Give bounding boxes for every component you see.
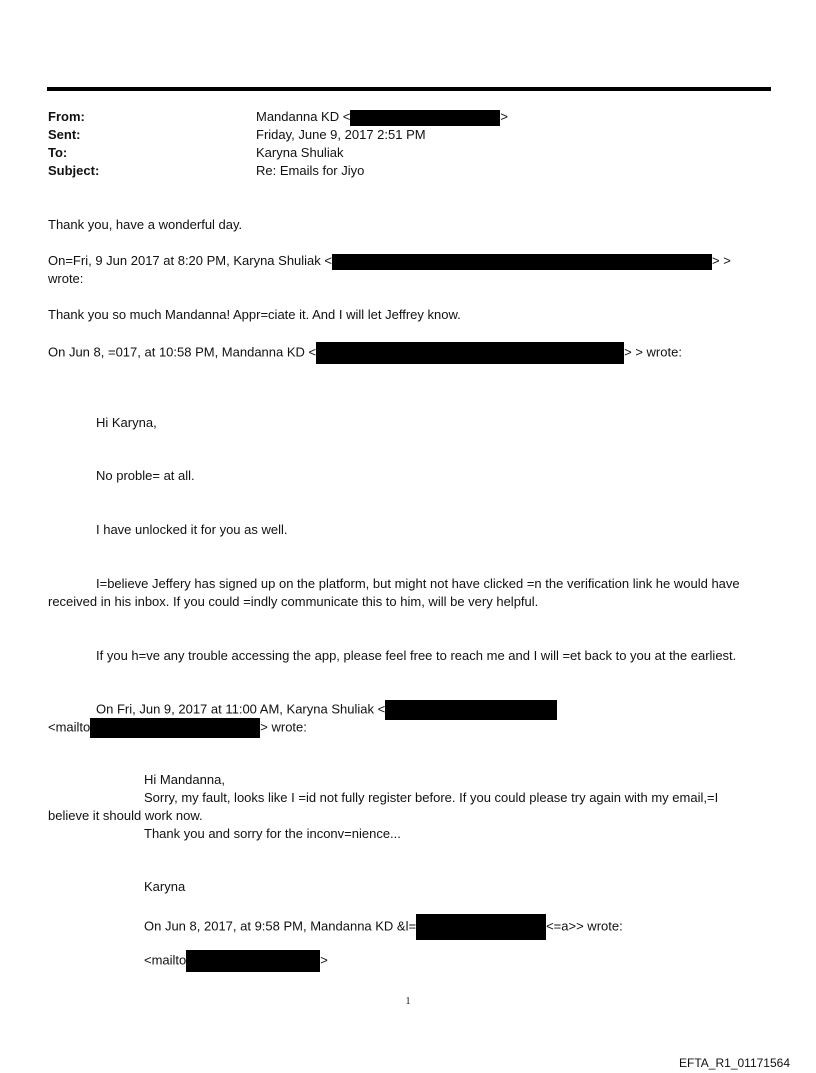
to-label: To: [48,145,68,160]
quote-header-text: On Fri, Jun 9, 2017 at 11:00 AM, Karyna Shuliak < [96,701,386,717]
quote-header [48,252,731,270]
quote-header-text: On Jun 8, =017, at 10:58 PM, Mandanna KD < [48,344,317,360]
redaction-box [350,110,500,126]
quote-header-text: On=Fri, 9 Jun 2017 at 8:20 PM, Karyna Shuliak < [48,253,332,268]
redaction-box [186,950,320,972]
signature: Karyna [144,879,186,894]
quote-header-text: > > wrote: [624,344,682,360]
redaction-box [332,254,712,270]
quote-header: wrote: [48,271,84,286]
page-number: 1 [405,996,411,1007]
body-line: Sorry, my fault, looks like I =id not fully register before. If you could please try again with my email,=I [144,790,719,805]
subject-label: Subject: [48,163,100,178]
quote-header-text: > [320,952,328,968]
redaction-box [416,914,546,940]
body-line: Thank you and sorry for the inconv=nience... [144,826,401,841]
quote-header [144,950,328,972]
quote-header [48,718,307,738]
quote-header-text: <mailto [144,952,187,968]
header-rule [47,87,771,91]
body-line: Thank you, have a wonderful day. [48,217,243,232]
from-value [256,109,508,126]
body-line: believe it should work now. [48,808,203,823]
from-label: From: [48,109,85,124]
quote-header-text: <=a>> wrote: [546,918,623,934]
quote-header [144,914,623,940]
from-name: Mandanna KD < [256,109,351,124]
body-line: received in his inbox. If you could =indly communicate this to him, will be very helpful. [48,594,539,609]
quote-header-text: > wrote: [260,719,307,735]
document-id: EFTA_R1_01171564 [679,1056,790,1070]
body-line: Thank you so much Mandanna! Appr=ciate it. And I will let Jeffrey know. [48,307,461,322]
body-line: Hi Mandanna, [144,772,225,787]
quote-header [48,342,682,364]
quote-header-text: > > [712,253,731,268]
to-value: Karyna Shuliak [256,145,344,160]
quote-header-text: On Jun 8, 2017, at 9:58 PM, Mandanna KD &l= [144,918,417,934]
body-line: I=believe Jeffery has signed up on the platform, but might not have clicked =n the verification link he would have [96,576,740,591]
quote-header-text: <mailto [48,719,91,735]
sent-label: Sent: [48,127,81,142]
sent-value: Friday, June 9, 2017 2:51 PM [256,127,426,142]
body-line: Hi Karyna, [96,415,157,430]
from-suffix: > [500,109,508,124]
body-line: If you h=ve any trouble accessing the app, please feel free to reach me and I will =et back to you at the earliest. [96,648,737,663]
quote-header [96,700,557,720]
body-line: No proble= at all. [96,468,195,483]
redaction-box [90,718,260,738]
body-line: I have unlocked it for you as well. [96,522,288,537]
redaction-box [385,700,557,720]
subject-value: Re: Emails for Jiyo [256,163,365,178]
redaction-box [316,342,624,364]
